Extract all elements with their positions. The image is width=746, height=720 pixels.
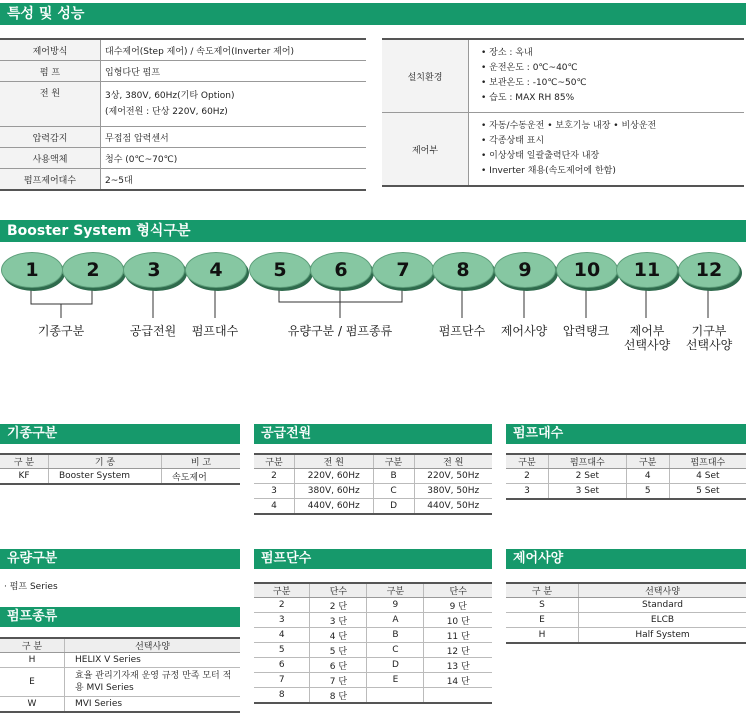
spec-value: 무접점 압력센서 — [101, 127, 367, 148]
code-circle: 3 — [123, 252, 185, 288]
column-header: 선택사양 — [65, 638, 241, 653]
table-cell: 10 단 — [424, 613, 492, 628]
table-header-row — [506, 454, 746, 469]
table-cell: KF — [0, 469, 49, 485]
list-item: • 자동/수동운전 • 보호기능 내장 • 비상운전 — [481, 121, 657, 131]
code-label-power: 공급전원 — [129, 324, 177, 338]
table-cell: 2 단 — [310, 598, 367, 613]
code-label-tank: 압력탱크 — [562, 324, 610, 338]
spec-label: 사용액체 — [0, 148, 101, 169]
table-cell: 8 — [254, 688, 310, 704]
column-header: 단수 — [310, 583, 367, 598]
code-circle: 7 — [372, 252, 434, 288]
table-cell: 220V, 60Hz — [295, 469, 374, 484]
table-row — [254, 658, 492, 673]
list-item: • 각종상태 표시 — [481, 136, 545, 146]
table-row — [254, 613, 492, 628]
column-header: 단수 — [424, 583, 492, 598]
table-cell: D — [373, 499, 414, 515]
list-item: • Inverter 채용(속도제어에 한함) — [481, 166, 616, 176]
stages-table — [254, 582, 492, 704]
table-header-row — [0, 638, 240, 653]
table-cell: 5 — [254, 643, 310, 658]
code-circle: 9 — [494, 252, 556, 288]
table-row — [506, 613, 746, 628]
table-cell: Booster System — [49, 469, 162, 485]
table-cell: 7 단 — [310, 673, 367, 688]
table-cell: 3 Set — [549, 484, 627, 500]
table-row — [254, 484, 492, 499]
table-cell: 5 Set — [669, 484, 746, 500]
column-header: 구분 — [626, 454, 669, 469]
table-row — [254, 598, 492, 613]
section-title-spec: 특성 및 성능 — [0, 3, 746, 25]
table-row — [506, 598, 746, 613]
table-cell: 13 단 — [424, 658, 492, 673]
table-cell: 효율 관리기자재 운영 규정 만족 모터 적용 MVI Series — [65, 668, 241, 697]
pumptype-table — [0, 637, 240, 713]
section-title-power: 공급전원 — [254, 424, 492, 444]
table-cell: 9 — [367, 598, 424, 613]
table-cell: 3 단 — [310, 613, 367, 628]
label-line: 제어부 — [629, 324, 665, 338]
spec-label: 펌프제어대수 — [0, 169, 101, 191]
label-line: 기구부 — [691, 324, 727, 338]
table-cell: 4 — [626, 469, 669, 484]
spec-label: 펌 프 — [0, 61, 101, 82]
section-title-pumptype: 펌프종류 — [0, 607, 240, 627]
table-cell — [367, 688, 424, 704]
section-title-booster: Booster System 형식구분 — [0, 220, 746, 242]
table-cell: 3 — [254, 484, 295, 499]
spec-value: 2~5대 — [101, 169, 367, 191]
table-header-row — [254, 454, 492, 469]
code-circle: 5 — [249, 252, 311, 288]
table-cell: C — [373, 484, 414, 499]
spec-value-line: 3상, 380V, 60Hz(기타 Option) — [105, 91, 235, 101]
table-row — [506, 484, 746, 500]
column-header: 구분 — [254, 583, 310, 598]
code-label-pumps: 펌프대수 — [191, 324, 239, 338]
code-label-frame-option — [674, 324, 744, 352]
list-item: • 이상상태 일괄출력단자 내장 — [481, 151, 600, 161]
table-cell: 2 — [254, 469, 295, 484]
pumps-table — [506, 453, 746, 500]
list-item: • 운전온도 : 0℃~40℃ — [481, 63, 578, 73]
table-cell: B — [367, 628, 424, 643]
table-cell: 380V, 60Hz — [295, 484, 374, 499]
table-cell: 6 — [254, 658, 310, 673]
table-cell: 14 단 — [424, 673, 492, 688]
table-row — [0, 697, 240, 713]
spec-label: 전 원 — [0, 82, 101, 127]
table-cell: 3 — [506, 484, 549, 500]
table-cell: Standard — [579, 598, 746, 613]
table-cell: 4 — [254, 628, 310, 643]
table-cell: 220V, 50Hz — [414, 469, 492, 484]
code-label-control-option — [612, 324, 682, 352]
table-header-row — [0, 454, 240, 469]
column-header: 전 원 — [295, 454, 374, 469]
table-cell: 3 — [254, 613, 310, 628]
table-cell: 440V, 50Hz — [414, 499, 492, 515]
column-header: 선택사양 — [579, 583, 746, 598]
table-cell: H — [0, 653, 65, 668]
table-cell: C — [367, 643, 424, 658]
section-title-control: 제어사양 — [506, 549, 746, 569]
list-item: • 장소 : 옥내 — [481, 48, 533, 58]
table-cell: 12 단 — [424, 643, 492, 658]
label-line: 선택사양 — [623, 338, 671, 352]
table-row — [254, 673, 492, 688]
table-row — [506, 469, 746, 484]
spec-value: 청수 (0℃~70℃) — [101, 148, 367, 169]
table-cell: 5 — [626, 484, 669, 500]
column-header: 비 고 — [162, 454, 241, 469]
table-cell: MVI Series — [65, 697, 241, 713]
table-row — [254, 499, 492, 515]
section-title-model: 기종구분 — [0, 424, 240, 444]
table-cell: 속도제어 — [162, 469, 241, 485]
table-row — [506, 628, 746, 644]
code-circle: 12 — [678, 252, 740, 288]
table-cell: 2 — [506, 469, 549, 484]
section-title-flow: 유량구분 — [0, 549, 240, 569]
table-row — [0, 668, 240, 697]
spec-label: 설치환경 — [382, 39, 469, 113]
table-cell: 7 — [254, 673, 310, 688]
code-circle: 6 — [310, 252, 372, 288]
table-cell: 5 단 — [310, 643, 367, 658]
column-header: 펌프대수 — [669, 454, 746, 469]
control-table — [506, 582, 746, 644]
table-header-row — [506, 583, 746, 598]
spec-label: 제어부 — [382, 113, 469, 187]
table-cell: HELIX V Series — [65, 653, 241, 668]
table-row — [0, 653, 240, 668]
section-title-stages: 펌프단수 — [254, 549, 492, 569]
code-label-flowtype: 유량구분 / 펌프종류 — [287, 324, 393, 338]
column-header: 구분 — [373, 454, 414, 469]
table-cell: 6 단 — [310, 658, 367, 673]
code-circle: 4 — [185, 252, 247, 288]
code-label-control: 제어사양 — [500, 324, 548, 338]
code-circle: 10 — [556, 252, 618, 288]
column-header: 전 원 — [414, 454, 492, 469]
table-cell: 440V, 60Hz — [295, 499, 374, 515]
column-header: 구 분 — [0, 454, 49, 469]
table-cell: 380V, 50Hz — [414, 484, 492, 499]
column-header: 구분 — [254, 454, 295, 469]
section-title-pumps: 펌프대수 — [506, 424, 746, 444]
table-cell: E — [367, 673, 424, 688]
code-circle: 1 — [1, 252, 63, 288]
column-header: 구 분 — [0, 638, 65, 653]
table-row — [0, 469, 240, 485]
code-circle: 2 — [62, 252, 124, 288]
table-cell: E — [0, 668, 65, 697]
table-cell: E — [506, 613, 579, 628]
table-cell: 8 단 — [310, 688, 367, 704]
table-header-row — [254, 583, 492, 598]
table-cell: 4 단 — [310, 628, 367, 643]
column-header: 펌프대수 — [549, 454, 627, 469]
table-cell: 2 — [254, 598, 310, 613]
label-line: 선택사양 — [685, 338, 733, 352]
column-header: 기 종 — [49, 454, 162, 469]
model-table — [0, 453, 240, 485]
table-cell: W — [0, 697, 65, 713]
spec-label: 제어방식 — [0, 39, 101, 61]
power-table — [254, 453, 492, 515]
code-label-stages: 펌프단수 — [438, 324, 486, 338]
table-cell: S — [506, 598, 579, 613]
table-cell: 9 단 — [424, 598, 492, 613]
column-header: 구 분 — [506, 583, 579, 598]
code-label-model: 기종구분 — [37, 324, 85, 338]
column-header: 구분 — [506, 454, 549, 469]
table-cell: B — [373, 469, 414, 484]
spec-value: 입형다단 펌프 — [101, 61, 367, 82]
flow-note: · 펌프 Series — [4, 582, 58, 592]
table-cell: H — [506, 628, 579, 644]
spec-label: 압력감지 — [0, 127, 101, 148]
column-header: 구분 — [367, 583, 424, 598]
table-row — [254, 469, 492, 484]
table-cell: 4 — [254, 499, 295, 515]
table-row — [254, 688, 492, 704]
table-cell — [424, 688, 492, 704]
table-cell: 2 Set — [549, 469, 627, 484]
table-cell: D — [367, 658, 424, 673]
spec-value-line: (제어전원 : 단상 220V, 60Hz) — [105, 107, 228, 117]
table-cell: 11 단 — [424, 628, 492, 643]
table-row — [254, 628, 492, 643]
spec-value: 대수제어(Step 제어) / 속도제어(Inverter 제어) — [101, 39, 367, 61]
code-circle: 8 — [432, 252, 494, 288]
table-cell: ELCB — [579, 613, 746, 628]
code-circle: 11 — [616, 252, 678, 288]
table-cell: 4 Set — [669, 469, 746, 484]
table-cell: Half System — [579, 628, 746, 644]
list-item: • 습도 : MAX RH 85% — [481, 93, 575, 103]
list-item: • 보관온도 : -10℃~50℃ — [481, 78, 587, 88]
table-row — [254, 643, 492, 658]
table-cell: A — [367, 613, 424, 628]
